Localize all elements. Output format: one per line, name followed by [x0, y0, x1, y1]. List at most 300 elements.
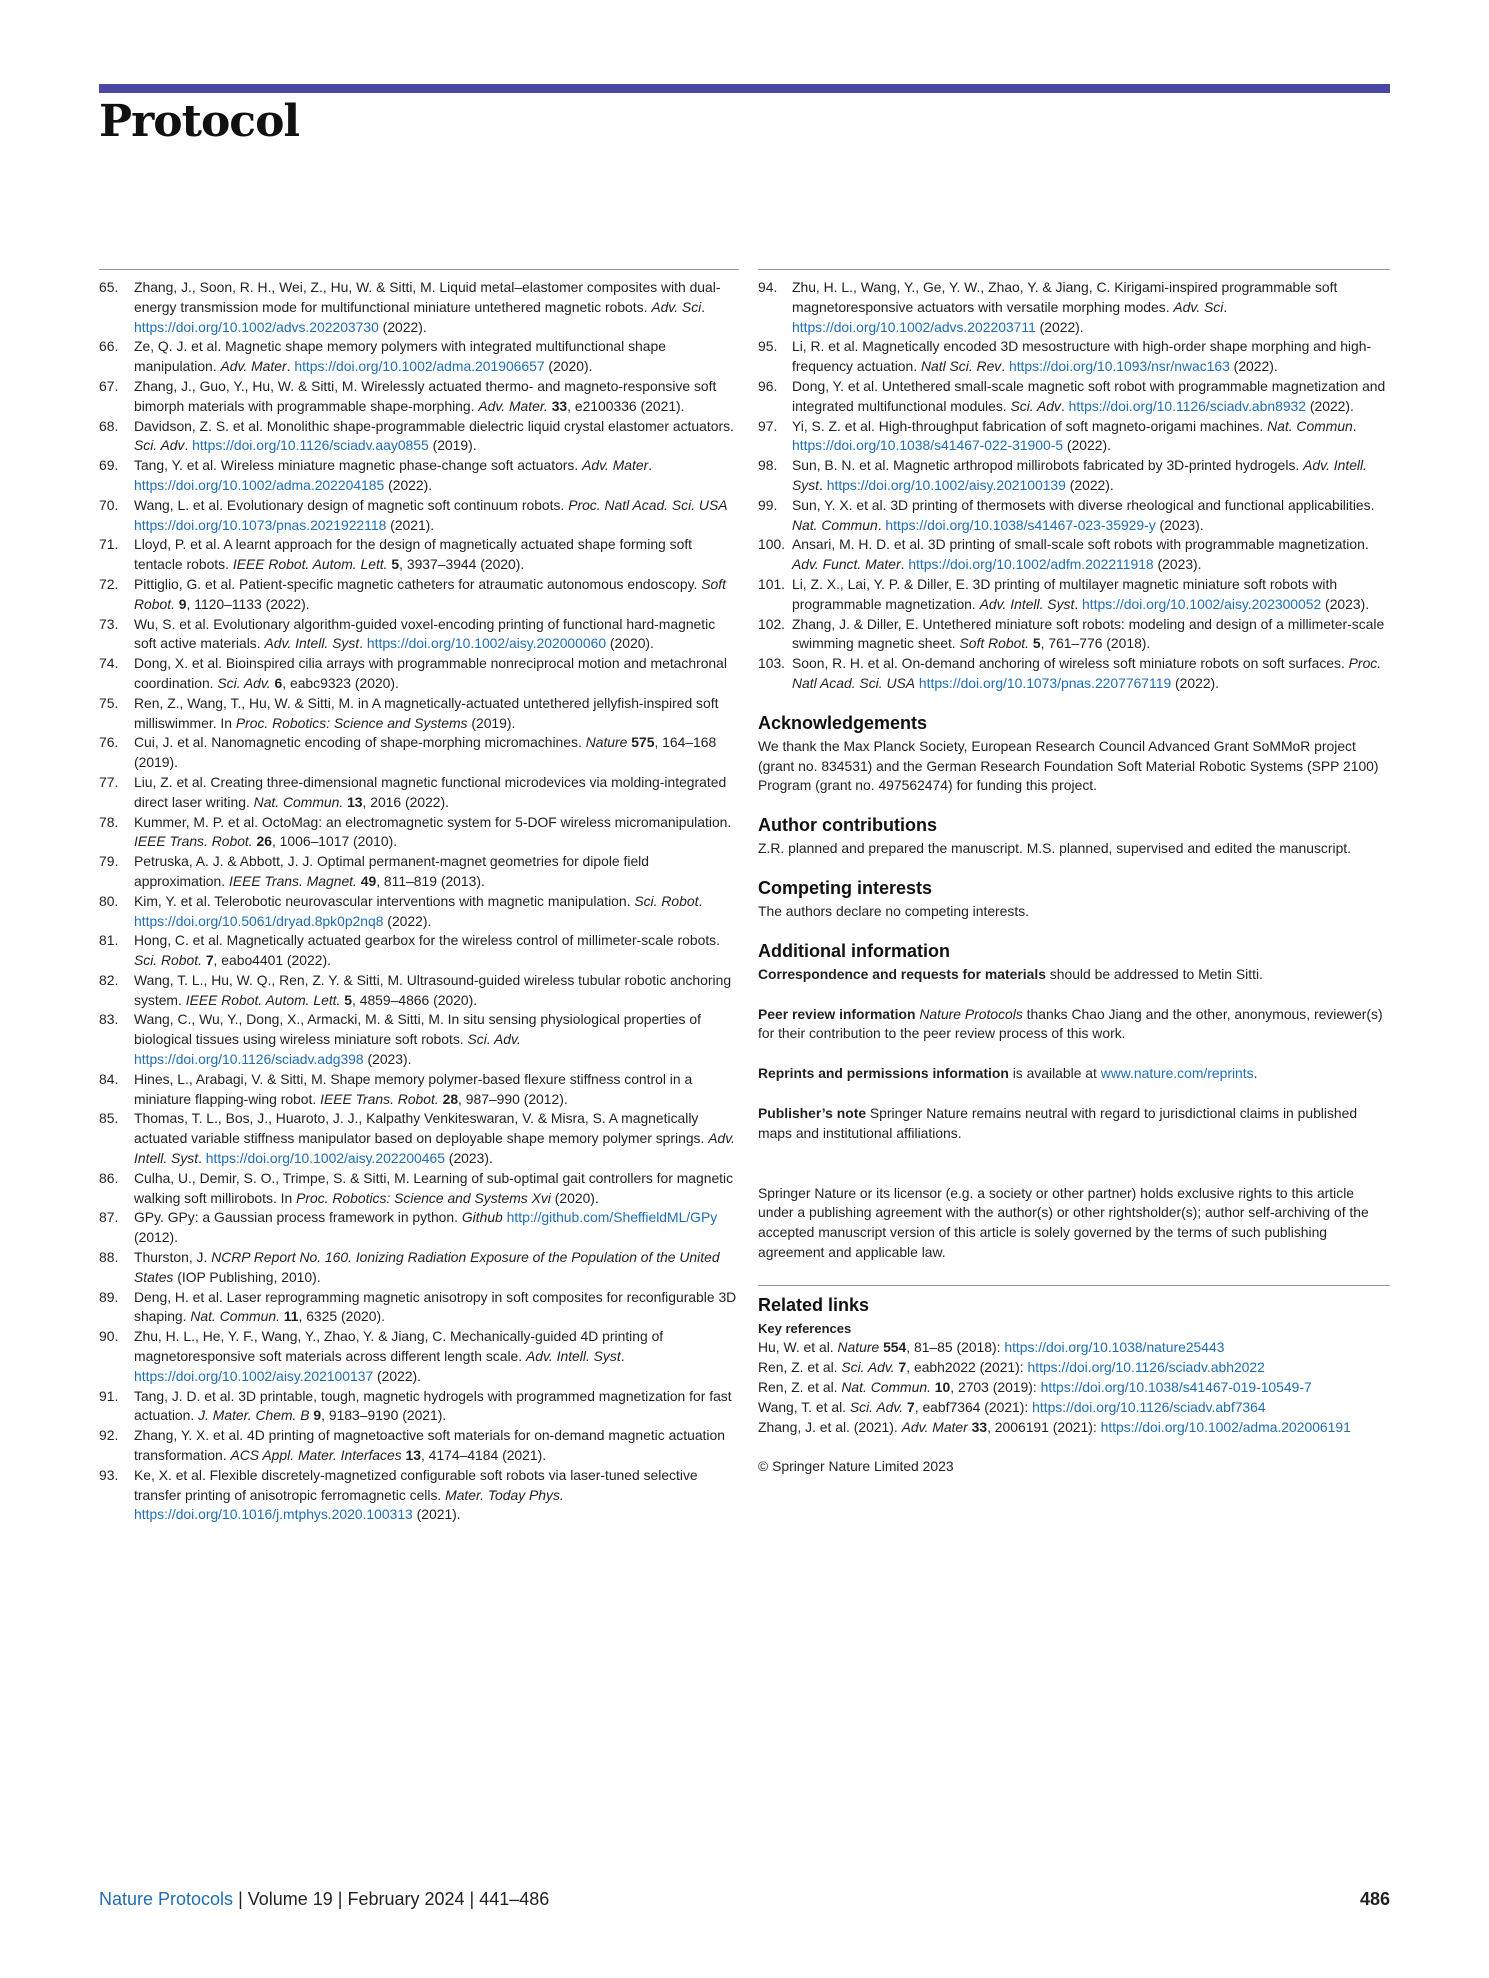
reference-authors-title: Zhu, H. L., Wang, Y., Ge, Y. W., Zhao, Y. & Jiang, C. Kirigami-inspired programmable soft magnetoresponsive actuators with versatile morphing modes.: [792, 279, 1338, 315]
reference-volume: 11: [283, 1308, 299, 1325]
reference-details: , 4174–4184 (2021).: [420, 1447, 547, 1464]
reference-doi-link[interactable]: https://doi.org/10.1038/s41467-023-35929-y: [885, 516, 1156, 533]
reference-item: [99, 575, 739, 615]
reference-number: 89.: [99, 1288, 119, 1305]
reference-year: (2021).: [386, 516, 435, 533]
peer-review-text: Peer review information Nature Protocols thanks Chao Jiang and the other, anonymous, reviewer(s) for their contribution to the peer review process of this work.: [758, 1005, 1383, 1042]
reference-item: [99, 1208, 739, 1248]
reference-text: [134, 694, 739, 734]
reference-text: [134, 496, 739, 536]
reference-year: (2023).: [1153, 556, 1202, 573]
reference-volume: 26: [256, 833, 272, 850]
reference-number: 81.: [99, 932, 119, 949]
related-doi-link[interactable]: https://doi.org/10.1002/adma.202006191: [1100, 1418, 1351, 1435]
reference-details: , 164–168 (2019).: [134, 734, 717, 771]
reference-volume: 7: [205, 952, 214, 969]
reference-text: [792, 456, 1390, 496]
reference-year: (2022).: [1065, 476, 1114, 493]
reference-journal: Proc. Robotics: Science and Systems: [235, 714, 468, 731]
reference-doi-link[interactable]: https://doi.org/10.1002/aisy.202000060: [366, 635, 607, 652]
related-links-heading: Related links: [758, 1294, 870, 1315]
reference-number: 70.: [99, 496, 119, 513]
reference-text: [134, 456, 739, 496]
reference-doi-link[interactable]: https://doi.org/10.1126/sciadv.abn8932: [1068, 397, 1307, 414]
related-doi-link[interactable]: https://doi.org/10.1126/sciadv.abh2022: [1027, 1359, 1265, 1376]
reference-number: 92.: [99, 1427, 119, 1444]
reference-doi-link[interactable]: https://doi.org/10.1126/sciadv.adg398: [134, 1051, 364, 1068]
reference-number: 90.: [99, 1328, 119, 1345]
reference-number: 98.: [758, 457, 778, 474]
reference-item: [758, 278, 1390, 337]
acknowledgements-heading: Acknowledgements: [758, 712, 928, 733]
page-footer: [99, 1889, 1390, 1910]
reference-item: [99, 813, 739, 853]
reference-number: 73.: [99, 615, 119, 632]
reference-details: , 6325 (2020).: [298, 1308, 385, 1325]
reference-doi-link[interactable]: https://doi.org/10.1002/aisy.202100139: [826, 476, 1066, 493]
reference-text: [134, 971, 739, 1011]
reference-number: 87.: [99, 1209, 119, 1226]
reference-item: [99, 694, 739, 734]
reference-details: .: [819, 476, 827, 493]
reference-authors-title: Hines, L., Arabagi, V. & Sitti, M. Shape memory polymer-based flexure stiffness control in a miniature flapping-wing robot.: [134, 1070, 693, 1107]
reference-item: [99, 377, 739, 417]
related-doi-link[interactable]: https://doi.org/10.1038/s41467-019-10549-7: [1040, 1379, 1312, 1396]
reference-journal: Natl Sci. Rev: [920, 358, 1002, 375]
reference-volume: 9: [313, 1407, 322, 1424]
reference-number: 91.: [99, 1387, 119, 1404]
reference-doi-link[interactable]: https://doi.org/10.1002/adma.202204185: [134, 476, 385, 493]
reference-volume: 13: [347, 793, 363, 810]
reference-details: .: [877, 516, 886, 533]
reference-volume: 5: [344, 991, 352, 1008]
reference-text: [134, 615, 739, 655]
reference-number: 86.: [99, 1169, 119, 1186]
reference-journal: Nat. Commun.: [190, 1308, 280, 1325]
related-details: , eabf7364 (2021):: [914, 1398, 1033, 1415]
related-authors: Zhang, J. et al. (2021).: [758, 1418, 902, 1435]
related-details: , eabh2022 (2021):: [906, 1359, 1028, 1376]
reference-item: [99, 892, 739, 932]
reference-journal: Adv. Intell. Syst: [264, 635, 360, 652]
related-links-section: [758, 1285, 1390, 1438]
reference-journal: IEEE Trans. Robot.: [134, 833, 253, 850]
reference-details: , 987–990 (2012).: [458, 1090, 568, 1107]
reference-journal: Nature: [585, 734, 628, 751]
related-journal: Sci. Adv.: [841, 1359, 895, 1376]
reference-details: .: [1001, 358, 1009, 375]
related-authors: Hu, W. et al.: [758, 1339, 838, 1356]
reference-text: [134, 852, 739, 892]
reference-doi-link[interactable]: https://doi.org/10.1038/s41467-022-31900-5: [792, 437, 1064, 454]
reference-journal: Proc. Robotics: Science and Systems Xvi: [296, 1189, 551, 1206]
reference-item: [99, 1466, 739, 1525]
reference-doi-link[interactable]: https://doi.org/10.1002/aisy.202100137: [134, 1367, 374, 1384]
reference-doi-link[interactable]: http://github.com/SheffieldML/GPy: [506, 1209, 718, 1226]
reference-authors-title: Zhang, J., Soon, R. H., Wei, Z., Hu, W. & Sitti, M. Liquid metal–elastomer composites with dual-energy transmission mode for multifunctional miniature untethered magnetic robots.: [134, 279, 721, 315]
page-title: Protocol: [99, 96, 300, 147]
reference-text: [134, 813, 739, 853]
reference-text: [134, 1070, 739, 1110]
reference-text: [134, 1010, 739, 1069]
reference-item: [99, 615, 739, 655]
additional-information-heading: Additional information: [758, 940, 950, 961]
reference-text: [792, 535, 1390, 575]
reference-details: (2019).: [467, 714, 516, 731]
reference-number: 71.: [99, 536, 119, 553]
reference-details: .: [698, 892, 703, 909]
reference-journal: IEEE Robot. Autom. Lett.: [232, 556, 388, 573]
reference-details: .: [286, 358, 295, 375]
reference-item: [99, 417, 739, 457]
reference-authors-title: Kim, Y. et al. Telerobotic neurovascular interventions with magnetic manipulation.: [134, 892, 635, 909]
reference-item: [99, 773, 739, 813]
reference-year: (2022).: [1063, 437, 1111, 454]
reference-year: (2022).: [1171, 674, 1220, 691]
reference-details: , 2016 (2022).: [362, 793, 450, 810]
reference-number: 77.: [99, 773, 119, 790]
related-link-item: [758, 1418, 1390, 1438]
reference-authors-title: Dong, X. et al. Bioinspired cilia arrays with programmable nonreciprocal motion and metachronal coordination.: [134, 655, 727, 691]
reference-text: [134, 1288, 739, 1328]
reference-authors-title: Wang, T. L., Hu, W. Q., Ren, Z. Y. & Sitti, M. Ultrasound-guided wireless tubular robotic anchoring system.: [134, 971, 732, 1008]
related-link-item: [758, 1338, 1390, 1358]
reference-text: [792, 615, 1390, 655]
reference-journal: Nat. Commun: [792, 516, 878, 533]
related-link-item: [758, 1398, 1390, 1418]
reference-text: [134, 654, 739, 694]
reference-number: 83.: [99, 1011, 119, 1028]
reference-journal: Sci. Adv: [134, 437, 185, 454]
reference-year: (2023).: [1155, 516, 1204, 533]
rights-text: Springer Nature or its licensor (e.g. a society or other partner) holds exclusive rights to this article under a publishing agreement with the author(s) or other rightsholder(s); author self-archiving of the accepted manuscript version of this article is solely governed by the terms of such publishing agreement and applicable law.: [758, 1184, 1369, 1260]
reference-item: [99, 278, 739, 337]
reference-journal: Soft Robot.: [134, 575, 726, 612]
reference-details: .: [900, 556, 909, 573]
reference-details: .: [1074, 595, 1083, 612]
reference-text: [792, 278, 1390, 337]
reference-details: , 761–776 (2018).: [1040, 635, 1151, 652]
related-journal: Sci. Adv.: [849, 1398, 904, 1415]
reference-volume: 13: [405, 1447, 421, 1464]
reference-item: [758, 337, 1390, 377]
reference-journal: Sci. Robot.: [134, 952, 202, 969]
reference-details: .: [1352, 417, 1357, 434]
reference-journal: Adv. Sci: [651, 298, 702, 315]
reference-item: [99, 496, 739, 536]
reference-text: [134, 535, 739, 575]
reference-authors-title: Culha, U., Demir, S. O., Trimpe, S. & Sitti, M. Learning of sub-optimal gait controllers for magnetic walking soft millirobots. In: [134, 1169, 734, 1206]
reference-number: 97.: [758, 417, 778, 434]
reference-number: 82.: [99, 971, 119, 988]
related-authors: Ren, Z. et al.: [758, 1379, 842, 1396]
reference-journal: Proc. Natl Acad. Sci. USA: [568, 496, 728, 513]
reference-text: [134, 417, 739, 457]
reference-journal: Adv. Sci: [1173, 298, 1224, 315]
reference-text: [792, 417, 1390, 457]
reference-authors-title: Zhang, Y. X. et al. 4D printing of magnetoactive soft materials for on-demand magnetic actuation transformation.: [134, 1427, 725, 1464]
reference-item: [99, 971, 739, 1011]
reference-journal: IEEE Trans. Magnet.: [228, 872, 357, 889]
reference-text: [134, 1466, 739, 1525]
reference-details: .: [701, 298, 706, 315]
reference-doi-link[interactable]: https://doi.org/10.1002/adfm.202211918: [908, 556, 1154, 573]
reference-text: [792, 496, 1390, 536]
reference-authors-title: Li, Z. X., Lai, Y. P. & Diller, E. 3D printing of multilayer magnetic miniature soft robots with programmable magnetization.: [792, 575, 1338, 612]
reference-authors-title: Dong, Y. et al. Untethered small-scale magnetic soft robot with programmable magnetization and integrated multifunctional modules.: [792, 377, 1386, 414]
reference-journal: IEEE Trans. Robot.: [320, 1090, 439, 1107]
reference-item: [99, 852, 739, 892]
header-rule: [99, 84, 1390, 93]
reference-details: , 9183–9190 (2021).: [321, 1407, 447, 1424]
reference-number: 103.: [758, 655, 786, 672]
reference-journal: Sci. Adv: [1010, 397, 1061, 414]
related-authors: Wang, T. et al.: [758, 1398, 850, 1415]
reference-authors-title: Liu, Z. et al. Creating three-dimensional magnetic functional microdevices via molding-integrated direct laser writing.: [134, 773, 727, 810]
reference-details: , 4859–4866 (2020).: [352, 991, 478, 1008]
reference-details: , 3937–3944 (2020).: [399, 556, 525, 573]
reference-number: 94.: [758, 279, 778, 295]
reference-text: [134, 278, 739, 337]
reference-doi-link[interactable]: https://doi.org/10.1002/aisy.202300052: [1082, 595, 1322, 612]
reference-doi-link[interactable]: https://doi.org/10.1073/pnas.2207767119: [918, 674, 1172, 691]
reference-details: .: [1060, 397, 1069, 414]
reference-journal: Proc. Natl Acad. Sci. USA: [792, 655, 1382, 691]
competing-interests-heading: Competing interests: [758, 877, 933, 898]
reference-item: [99, 1327, 739, 1386]
reference-year: (2022).: [384, 476, 433, 493]
reference-authors-title: Li, R. et al. Magnetically encoded 3D mesostructure with high-order shape morphing and high-frequency actuation.: [792, 338, 1372, 375]
reference-authors-title: Deng, H. et al. Laser reprogramming magnetic anisotropy in soft composites for reconfigurable 3D shaping.: [134, 1288, 737, 1325]
reference-authors-title: Tang, J. D. et al. 3D printable, tough, magnetic hydrogels with programmed magnetization for fast actuation.: [134, 1387, 732, 1424]
reference-authors-title: Thurston, J.: [134, 1249, 212, 1266]
reference-year: (2020).: [606, 635, 654, 652]
reference-authors-title: Ke, X. et al. Flexible discretely-magnetized configurable soft robots via laser-tuned selective transfer printing of anisotropic ferromagnetic cells.: [134, 1466, 698, 1503]
reference-authors-title: Lloyd, P. et al. A learnt approach for the design of magnetically actuated shape forming soft tentacle robots.: [134, 536, 693, 573]
reference-number: 85.: [99, 1110, 119, 1127]
reference-details: .: [198, 1150, 206, 1167]
related-volume: 10: [934, 1379, 951, 1396]
reference-number: 67.: [99, 377, 119, 394]
reference-details: .: [648, 457, 653, 474]
related-journal: Adv. Mater: [901, 1418, 968, 1435]
reference-doi-link[interactable]: https://doi.org/10.1002/adma.201906657: [294, 358, 545, 375]
reference-number: 66.: [99, 338, 119, 355]
footer-volume-info: | Volume 19 | February 2024 | 441–486: [233, 1889, 550, 1909]
reference-item: [758, 377, 1390, 417]
reference-authors-title: Ze, Q. J. et al. Magnetic shape memory polymers with integrated multifunctional shape manipulation.: [134, 338, 666, 375]
reference-authors-title: Zhu, H. L., He, Y. F., Wang, Y., Zhao, Y. & Jiang, C. Mechanically-guided 4D printing of magnetoresponsive soft materials across different length scale.: [134, 1328, 664, 1365]
reference-journal: Mater. Today Phys.: [445, 1486, 564, 1503]
reference-details: (IOP Publishing, 2010).: [173, 1268, 321, 1285]
reference-authors-title: Hong, C. et al. Magnetically actuated gearbox for the wireless control of millimeter-scale robots.: [134, 932, 720, 949]
reference-details: , 1006–1017 (2010).: [271, 833, 398, 850]
reference-text: [792, 575, 1390, 615]
reference-item: [99, 535, 739, 575]
publishers-note-text: Publisher’s note Springer Nature remains neutral with regard to jurisdictional claims in published maps and institutional affiliations.: [758, 1104, 1358, 1141]
reference-doi-link[interactable]: https://doi.org/10.1126/sciadv.aay0855: [192, 437, 429, 454]
reference-year: (2021).: [412, 1506, 461, 1523]
footer-journal-name[interactable]: Nature Protocols: [99, 1889, 234, 1909]
reference-volume: 49: [360, 872, 377, 889]
reference-item: [99, 1248, 739, 1288]
reference-details: (2020).: [550, 1189, 599, 1206]
reference-item: [758, 456, 1390, 496]
reference-volume: 6: [274, 674, 283, 691]
reference-journal: J. Mater. Chem. B: [198, 1407, 310, 1424]
reference-journal: Github: [461, 1209, 503, 1226]
related-volume: 7: [898, 1359, 907, 1376]
reprints-link[interactable]: www.nature.com/reprints: [1100, 1065, 1254, 1082]
reference-text: [134, 1387, 739, 1427]
reference-number: 76.: [99, 734, 119, 751]
reference-text: [134, 1426, 739, 1466]
reference-year: (2022).: [383, 912, 432, 929]
competing-interests-text: The authors declare no competing interests.: [758, 902, 1030, 919]
reference-item: [758, 615, 1390, 655]
reference-text: [792, 337, 1390, 377]
reference-journal: Soft Robot.: [959, 635, 1030, 652]
reference-volume: 9: [178, 595, 187, 612]
reference-number: 102.: [758, 615, 786, 632]
reference-item: [99, 1426, 739, 1466]
related-link-item: [758, 1358, 1390, 1378]
reference-number: 79.: [99, 853, 119, 870]
reference-item: [99, 733, 739, 773]
reference-journal: Adv. Intell. Syst: [979, 595, 1075, 612]
reference-volume: 5: [1032, 635, 1041, 652]
reference-details: .: [620, 1348, 625, 1365]
reference-details: .: [184, 437, 193, 454]
reference-authors-title: Wang, L. et al. Evolutionary design of magnetic soft continuum robots.: [134, 496, 569, 513]
related-doi-link[interactable]: https://doi.org/10.1038/nature25443: [1004, 1339, 1225, 1356]
reference-item: [758, 654, 1390, 694]
page-number: 486: [1359, 1889, 1390, 1909]
reference-authors-title: Tang, Y. et al. Wireless miniature magnetic phase-change soft actuators.: [134, 457, 583, 474]
related-doi-link[interactable]: https://doi.org/10.1126/sciadv.abf7364: [1032, 1398, 1266, 1415]
reference-journal: IEEE Robot. Autom. Lett.: [185, 991, 341, 1008]
reference-text: [792, 654, 1390, 694]
reference-year: (2022).: [378, 318, 427, 335]
reference-volume: 28: [442, 1090, 459, 1107]
reference-journal: Sci. Adv.: [217, 674, 271, 691]
references-left-column: [99, 269, 739, 1525]
reference-text: [134, 337, 739, 377]
reference-details: , 1120–1133 (2022).: [186, 595, 310, 612]
reference-item: [99, 1288, 739, 1328]
reference-number: 96.: [758, 377, 778, 394]
reference-details: .: [359, 635, 367, 652]
reference-number: 100.: [758, 536, 786, 553]
reference-item: [99, 337, 739, 377]
acknowledgements-text: We thank the Max Planck Society, European Research Council Advanced Grant SoMMoR project (grant no. 834531) and the German Research Foundation Soft Material Robotic Systems (SPP 2100) Program (grant no. 497562474) for funding this project.: [758, 737, 1379, 794]
reprints-text: Reprints and permissions information is available at www.nature.com/reprints.: [758, 1065, 1258, 1082]
reference-doi-link[interactable]: https://doi.org/10.5061/dryad.8pk0p2nq8: [134, 912, 384, 929]
correspondence-text: Correspondence and requests for materials should be addressed to Metin Sitti.: [758, 965, 1263, 982]
reference-item: [99, 456, 739, 496]
reference-details: .: [1223, 298, 1228, 315]
reference-number: 78.: [99, 813, 119, 830]
reference-number: 80.: [99, 892, 119, 909]
reference-text: [134, 1169, 739, 1209]
reference-doi-link[interactable]: https://doi.org/10.1093/nsr/nwac163: [1008, 358, 1230, 375]
reference-journal: Sci. Adv.: [467, 1031, 521, 1048]
reference-details: , 811–819 (2013).: [376, 872, 485, 889]
key-references-subheading: Key references: [758, 1320, 852, 1336]
reference-journal: Adv. Intell. Syst: [134, 1130, 735, 1167]
reference-number: 74.: [99, 655, 119, 672]
reference-text: [134, 733, 739, 773]
reference-authors-title: Pittiglio, G. et al. Patient-specific magnetic catheters for atraumatic autonomous endoscopy.: [134, 575, 702, 592]
reference-authors-title: Ansari, M. H. D. et al. 3D printing of small-scale soft robots with programmable magnetization.: [792, 536, 1369, 553]
related-volume: 33: [971, 1418, 988, 1435]
related-authors: Ren, Z. et al.: [758, 1359, 842, 1376]
reference-journal: Adv. Intell. Syst: [525, 1348, 621, 1365]
reference-doi-link[interactable]: https://doi.org/10.1002/advs.202203730: [134, 318, 379, 335]
references-right-column: [758, 269, 1390, 1477]
reference-item: [99, 931, 739, 971]
reference-number: 95.: [758, 338, 778, 355]
related-link-item: [758, 1378, 1390, 1398]
reference-text: [134, 931, 739, 971]
author-contributions-text: Z.R. planned and prepared the manuscript. M.S. planned, supervised and edited the manuscript.: [758, 840, 1352, 857]
reference-item: [99, 1169, 739, 1209]
reference-volume: 33: [551, 397, 568, 414]
reference-journal: Adv. Mater.: [478, 397, 548, 414]
reference-journal: Adv. Intell. Syst: [792, 457, 1367, 493]
reference-year: (2019).: [428, 437, 477, 454]
reference-doi-link[interactable]: https://doi.org/10.1073/pnas.2021922118: [134, 516, 387, 533]
reference-text: [134, 892, 739, 932]
reference-authors-title: Wu, S. et al. Evolutionary algorithm-guided voxel-encoding printing of functional hard-magnetic soft active materials.: [134, 615, 716, 652]
reference-doi-link[interactable]: https://doi.org/10.1016/j.mtphys.2020.100313: [134, 1506, 413, 1523]
reference-doi-link[interactable]: https://doi.org/10.1002/aisy.202200465: [205, 1150, 445, 1167]
reference-item: [758, 575, 1390, 615]
reference-number: 88.: [99, 1249, 119, 1266]
reference-year: (2022).: [1306, 397, 1354, 414]
reference-authors-title: Ren, Z., Wang, T., Hu, W. & Sitti, M. in A magnetically-actuated untethered jellyfish-inspired soft milliswimmer. In: [134, 694, 719, 731]
author-contributions-heading: Author contributions: [758, 815, 937, 836]
reference-number: 69.: [99, 457, 119, 474]
reference-number: 65.: [99, 279, 119, 295]
reference-number: 72.: [99, 575, 119, 592]
reference-text: [134, 1208, 739, 1248]
reference-text: [134, 575, 739, 615]
reference-text: [134, 1248, 739, 1288]
copyright-text: © Springer Nature Limited 2023: [758, 1458, 954, 1475]
reference-authors-title: Davidson, Z. S. et al. Monolithic shape-programmable dielectric liquid crystal elastomer actuators.: [134, 417, 734, 434]
reference-year: (2020).: [544, 358, 593, 375]
reference-journal: Adv. Funct. Mater: [792, 556, 901, 573]
reference-journal: Adv. Mater: [220, 358, 287, 375]
reference-authors-title: Thomas, T. L., Bos, J., Huaroto, J. J., Kalpathy Venkiteswaran, V. & Misra, S. A magnetically actuated variable stiffness manipulator based on deployable shape memory polymer springs.: [134, 1110, 709, 1147]
reference-doi-link[interactable]: https://doi.org/10.1002/advs.202203711: [792, 318, 1036, 335]
reference-item: [99, 1109, 739, 1168]
reference-text: [792, 377, 1390, 417]
reference-text: [134, 1109, 739, 1168]
reference-number: 84.: [99, 1070, 119, 1087]
related-details: , 2006191 (2021):: [987, 1418, 1101, 1435]
reference-item: [758, 417, 1390, 457]
related-journal: Nature: [837, 1339, 880, 1356]
reference-year: (2023).: [444, 1150, 493, 1167]
reference-text: [134, 377, 739, 417]
reference-authors-title: Petruska, A. J. & Abbott, J. J. Optimal permanent-magnet geometries for dipole field approximation.: [134, 853, 649, 889]
reference-authors-title: Zhang, J., Guo, Y., Hu, W. & Sitti, M. Wirelessly actuated thermo- and magneto-responsive soft bimorph materials with programmable shape-morphing.: [134, 377, 717, 414]
reference-authors-title: Kummer, M. P. et al. OctoMag: an electromagnetic system for 5-DOF wireless micromanipulation.: [134, 813, 732, 830]
reference-year: (2022).: [373, 1367, 422, 1384]
reference-number: 93.: [99, 1466, 119, 1483]
